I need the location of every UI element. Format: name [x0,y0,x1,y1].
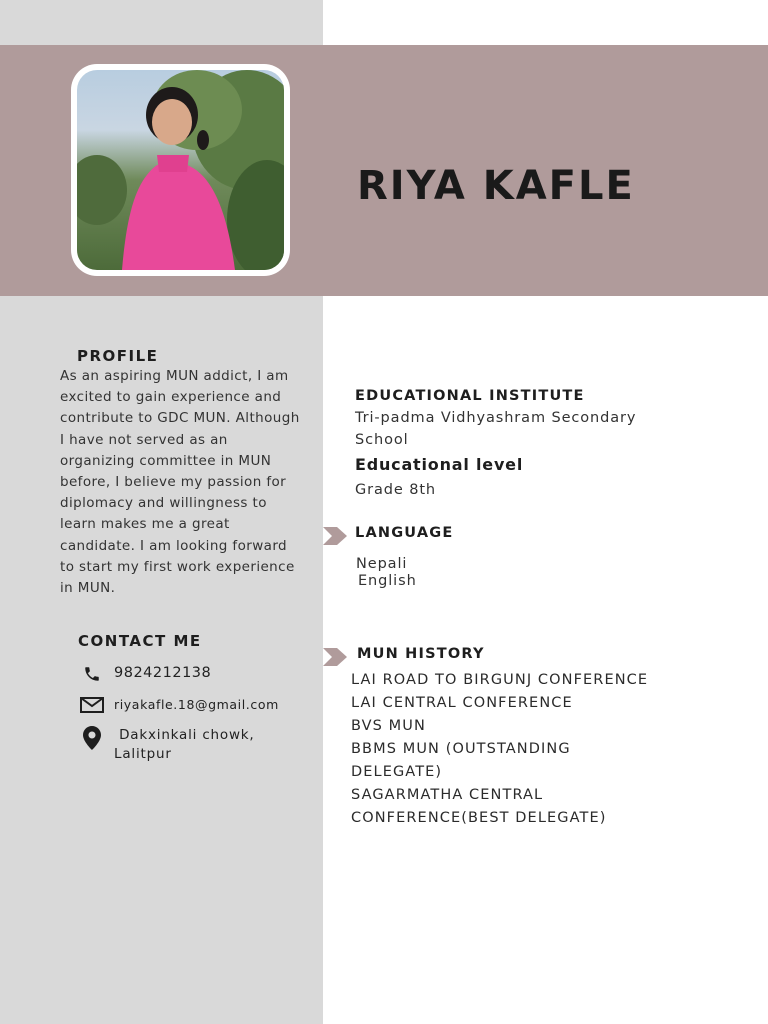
mun-history-item: BVS MUN [351,718,426,734]
educational-level-heading: Educational level [355,455,524,474]
language-arrow-icon [323,527,347,545]
phone-number[interactable]: 9824212138 [114,665,212,681]
mun-history-arrow-icon [323,648,347,666]
mun-history-item: CONFERENCE(BEST DELEGATE) [351,810,607,826]
mun-history-item: LAI CENTRAL CONFERENCE [351,695,573,711]
educational-level: Grade 8th [355,482,437,498]
email-address[interactable]: riyakafle.18@gmail.com [114,697,279,712]
educational-institute-line-1: Tri-padma Vidhyashram Secondary [355,410,637,426]
profile-heading: PROFILE [77,347,159,365]
mun-history-heading: MUN HISTORY [357,646,485,662]
phone-icon [80,665,104,683]
address [114,726,255,764]
mun-history-item: BBMS MUN (OUTSTANDING [351,741,571,757]
location-pin-icon [80,726,104,750]
envelope-icon [80,697,104,713]
contact-phone-row [80,665,211,683]
profile-photo [77,70,284,270]
language-heading: LANGUAGE [355,525,454,541]
contact-email-row [80,697,279,713]
address-line-2: Lalitpur [114,746,172,762]
mun-history-list [351,669,701,830]
contact-heading: CONTACT ME [78,632,202,650]
language-item: English [358,573,417,589]
mun-history-item: SAGARMATHA CENTRAL [351,787,544,803]
mun-history-item: DELEGATE) [351,764,443,780]
profile-text: As an aspiring MUN addict, I am excited to gain experience and contribute to GDC MUN. Although I have not served as an organizing committee in MUN before, I believe my passion for diplomacy and willingness to learn makes me a great candidate. I am looking forward to start my first work experience in MUN. [60,368,300,597]
address-line-1: Dakxinkali chowk, [114,727,255,743]
candidate-name: RIYA KAFLE [357,163,635,209]
profile-photo-frame [71,64,290,276]
language-item: Nepali [356,556,408,572]
educational-institute-line-2: School [355,432,409,448]
contact-address-row [80,726,255,764]
educational-institute-heading: EDUCATIONAL INSTITUTE [355,388,585,404]
mun-history-item: LAI ROAD TO BIRGUNJ CONFERENCE [351,672,649,688]
